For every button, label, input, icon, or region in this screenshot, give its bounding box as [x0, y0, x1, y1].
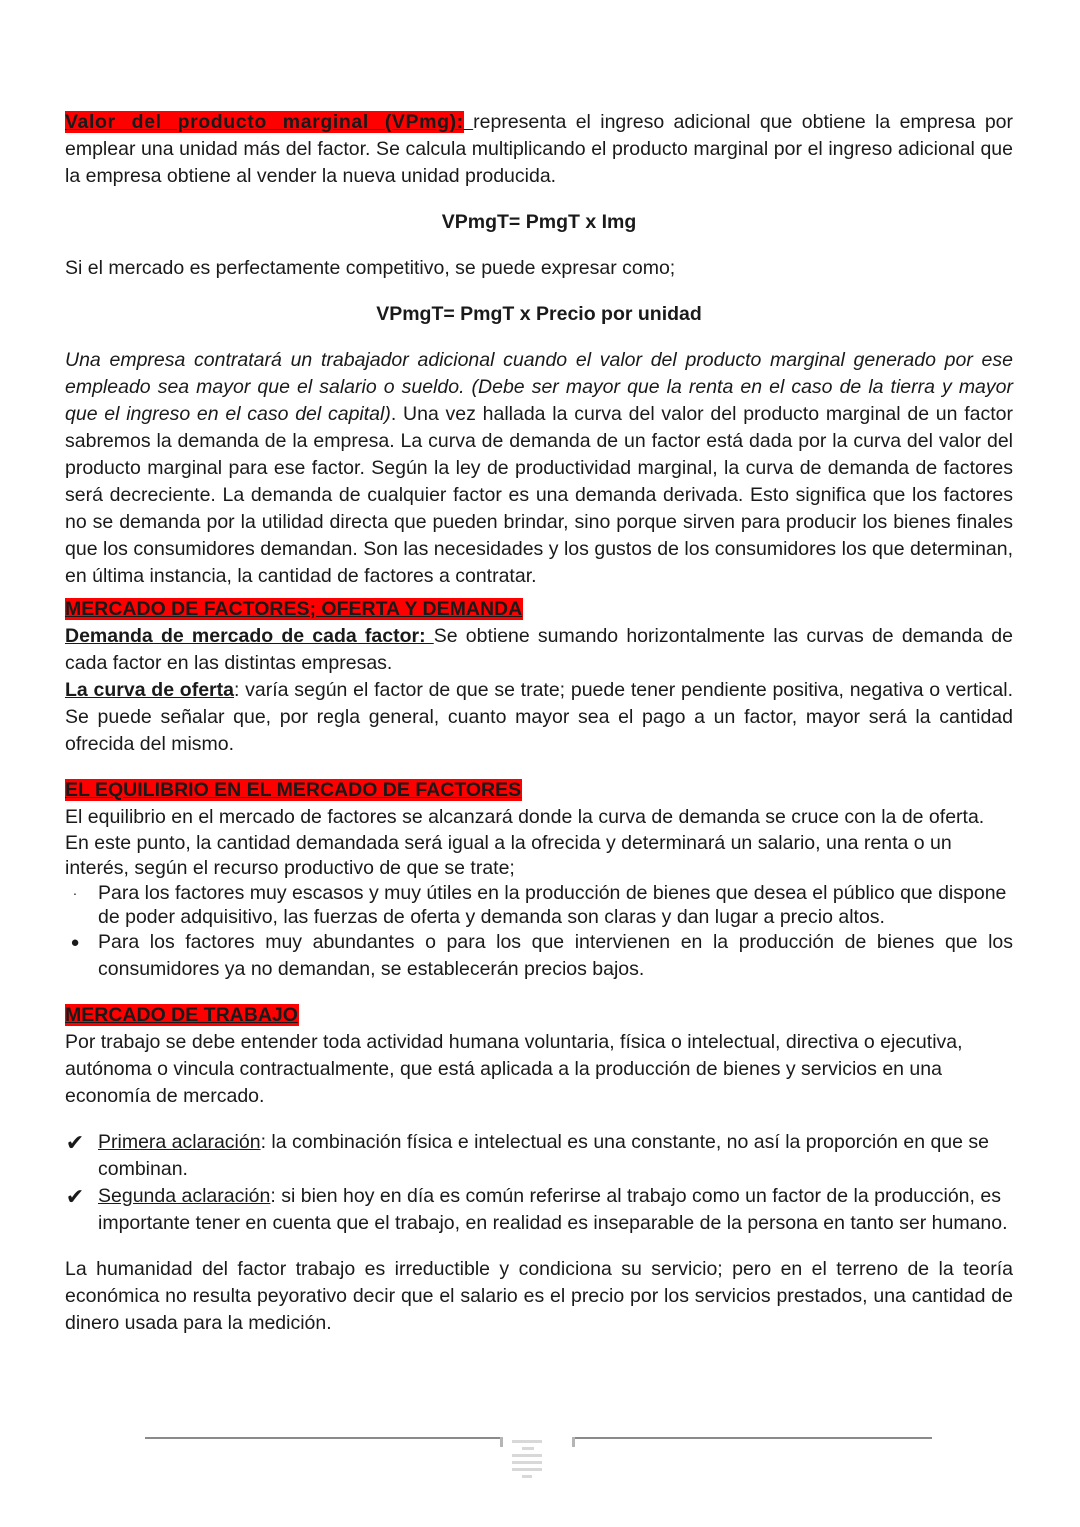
heading-highlight: MERCADO DE TRABAJO	[65, 1004, 298, 1026]
trabajo-definition: Por trabajo se debe entender toda actividad humana voluntaria, física o intelectual, directiva o ejecutiva, autónoma o vincula contractualmente, que está aplicada a la producción de bienes y servicios en una economía de mercado.	[65, 1031, 963, 1107]
formula-vpmgt-img: VPmgT= PmgT x Img	[441, 211, 637, 233]
footer-rule-right	[575, 1437, 932, 1439]
bullet-text: Para los factores muy abundantes o para los que intervienen en la producción de bienes que los consumidores ya no demandan, se establecerán precios bajos.	[98, 931, 1013, 980]
competitive-market-text: Si el mercado es perfectamente competitivo, se puede expresar como;	[65, 257, 676, 279]
hiring-paragraph	[65, 347, 1013, 590]
clarification-text: : la combinación física e intelectual es una constante, no así la proporción en que se combinan.	[98, 1131, 990, 1180]
clarification-label: Segunda aclaración	[98, 1185, 271, 1207]
clarification-label: Primera aclaración	[98, 1131, 261, 1153]
footer-watermark-icon	[500, 1433, 575, 1483]
section-heading-factores	[65, 596, 1013, 623]
hiring-italic-text: Una empresa contratará un trabajador adicional cuando el valor del producto marginal generado por ese empleado sea mayor que el salario o sueldo. (Debe ser mayor que la renta en el caso de la tierra y mayor que el ingreso en el caso del capital)	[65, 349, 1013, 425]
demanda-text: Se obtiene sumando horizontalmente las curvas de demanda de cada factor en las distintas empresas.	[65, 625, 1013, 674]
filled-circle-bullet-icon: ●	[70, 934, 80, 951]
equilibrio-line-1: El equilibrio en el mercado de factores se alcanzará donde la curva de demanda se cruce con la de oferta.	[65, 806, 985, 828]
clarification-list	[65, 1129, 1013, 1237]
curva-oferta-paragraph	[65, 677, 1013, 758]
heading-highlight: EL EQUILIBRIO EN EL MERCADO DE FACTORES	[65, 779, 522, 801]
oferta-text: : varía según el factor de que se trate; puede tener pendiente positiva, negativa o vertical. Se puede señalar que, por regla general, cuanto mayor sea el pago a un factor, mayor será la cantidad ofrecida del mismo.	[65, 679, 1013, 755]
document-page	[65, 109, 1013, 1337]
hiring-rest-text: . Una vez hallada la curva del valor del producto marginal de un factor sabremos la demanda de la empresa. La curva de demanda de un factor está dada por la curva del valor del producto marginal para ese factor. Según la ley de productividad marginal, la curva de demanda de factores será decreciente. La demanda de cualquier factor es una demanda derivada. Esto significa que los factores no se demanda por la utilidad directa que pueden brindar, sino porque sirven para producir los bienes finales que los consumidores demandan. Son las necesidades y los gustos de los consumidores los que determinan, en última instancia, la cantidad de factores a contratar.	[65, 403, 1013, 587]
vpmg-definition: representa el ingreso adicional que obtiene la empresa por emplear una unidad más del factor. Se calcula multiplicando el producto marginal por el ingreso adicional que la empresa obtiene al vender la nueva unidad producida.	[65, 111, 1014, 187]
section-heading-trabajo	[65, 1002, 1013, 1029]
closing-paragraph: La humanidad del factor trabajo es irreductible y condiciona su servicio; pero en el terreno de la teoría económica no resulta peyorativo decir que el salario es el precio por los servicios prestados, una cantidad de dinero usada para la medición.	[65, 1258, 1013, 1334]
vpmg-paragraph	[65, 109, 1013, 190]
small-dot-bullet-icon: ·	[72, 885, 78, 901]
list-item	[65, 881, 1013, 929]
bullet-text: Para los factores muy escasos y muy útiles en la producción de bienes que desea el público que dispone de poder adquisitivo, las fuerzas de oferta y demanda son claras y dan lugar a precio altos.	[98, 882, 1007, 928]
vpmg-term-highlight: Valor del producto marginal (VPmg):	[65, 111, 464, 133]
list-item	[65, 1183, 1013, 1237]
list-item	[65, 929, 1013, 983]
equilibrio-bullet-list	[65, 881, 1013, 983]
footer-rule-left	[145, 1437, 500, 1439]
formula-vpmgt-precio: VPmgT= PmgT x Precio por unidad	[376, 303, 702, 325]
section-heading-equilibrio	[65, 777, 1013, 804]
demanda-mercado-paragraph	[65, 623, 1013, 677]
clarification-text: : si bien hoy en día es común referirse al trabajo como un factor de la producción, es importante tener en cuenta que el trabajo, en realidad es inseparable de la persona en tanto ser humano.	[98, 1185, 1008, 1234]
heading-highlight: MERCADO DE FACTORES; OFERTA Y DEMANDA	[65, 598, 523, 620]
demanda-term: Demanda de mercado de cada factor:	[65, 625, 434, 647]
equilibrio-line-2: En este punto, la cantidad demandada será igual a la ofrecida y determinará un salario, una renta o un interés, según el recurso productivo de que se trate;	[65, 832, 952, 879]
checkmark-icon: ✔	[65, 1184, 85, 1209]
checkmark-icon: ✔	[65, 1130, 85, 1155]
vpmg-underscore	[464, 111, 473, 133]
list-item	[65, 1129, 1013, 1183]
oferta-term: La curva de oferta	[65, 679, 234, 701]
